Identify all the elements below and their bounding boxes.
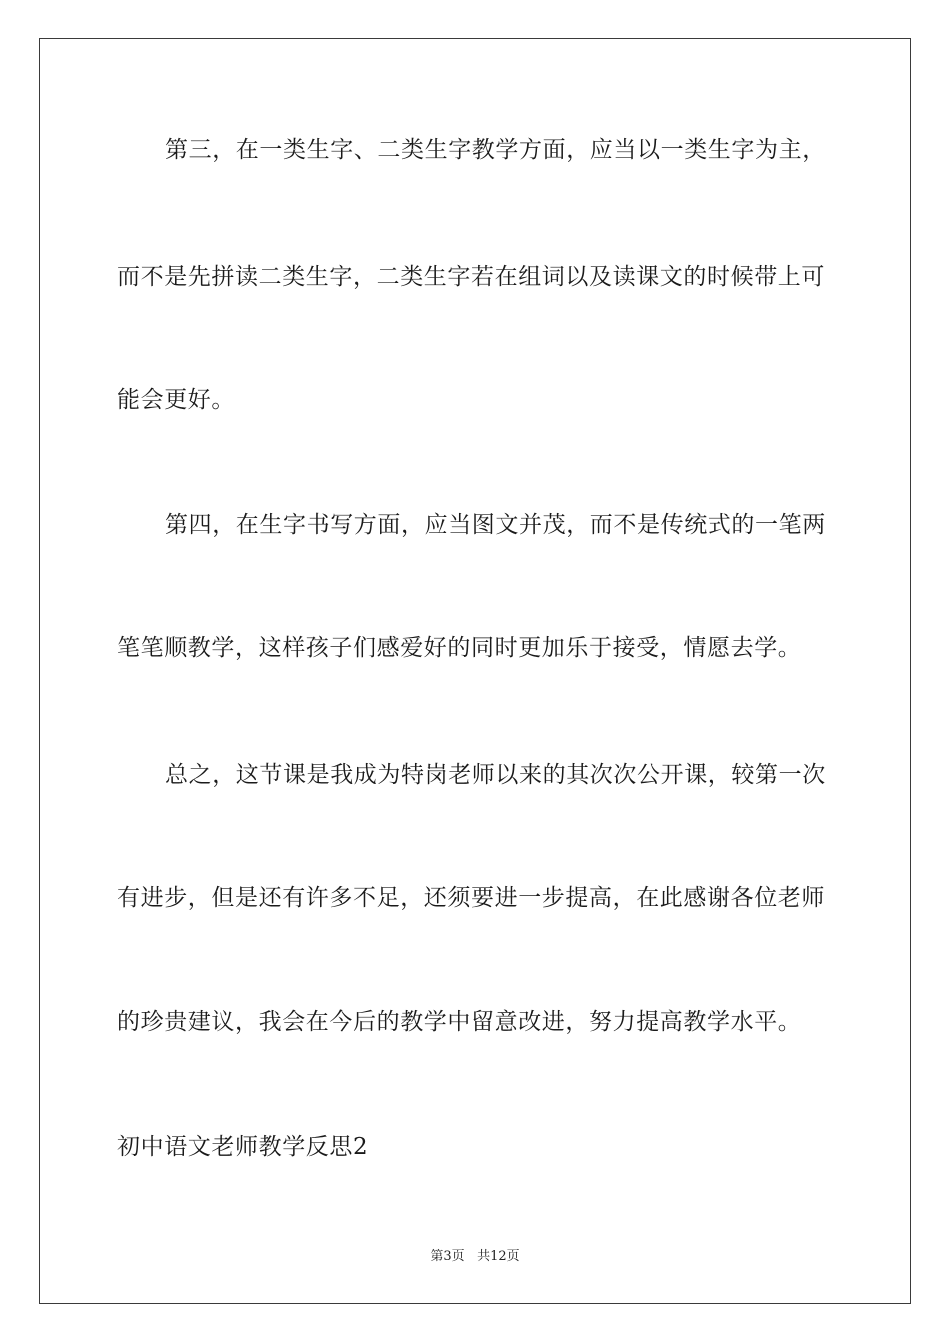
page-number: 第3页 [430, 1249, 465, 1264]
section-title: 初中语文老师教学反思2 [117, 1134, 369, 1160]
paragraph-3-line-1: 总之，这节课是我成为特岗老师以来的其次次公开课，较第一次 [165, 762, 826, 788]
paragraph-2-line-1: 第四，在生字书写方面，应当图文并茂，而不是传统式的一笔两 [165, 512, 826, 538]
paragraph-1-line-3: 能会更好。 [117, 387, 235, 413]
page-footer [0, 1248, 950, 1266]
page-total: 共12页 [477, 1249, 520, 1264]
paragraph-2-line-2: 笔笔顺教学，这样孩子们感爱好的同时更加乐于接受，情愿去学。 [117, 635, 802, 661]
paragraph-1-line-2: 而不是先拼读二类生字，二类生字若在组词以及读课文的时候带上可 [117, 264, 825, 290]
paragraph-1-line-1: 第三，在一类生字、二类生字教学方面，应当以一类生字为主， [165, 137, 826, 163]
paragraph-3-line-2: 有进步，但是还有许多不足，还须要进一步提高，在此感谢各位老师 [117, 885, 825, 911]
paragraph-3-line-3: 的珍贵建议，我会在今后的教学中留意改进，努力提高教学水平。 [117, 1009, 802, 1035]
page-frame [39, 38, 911, 1304]
